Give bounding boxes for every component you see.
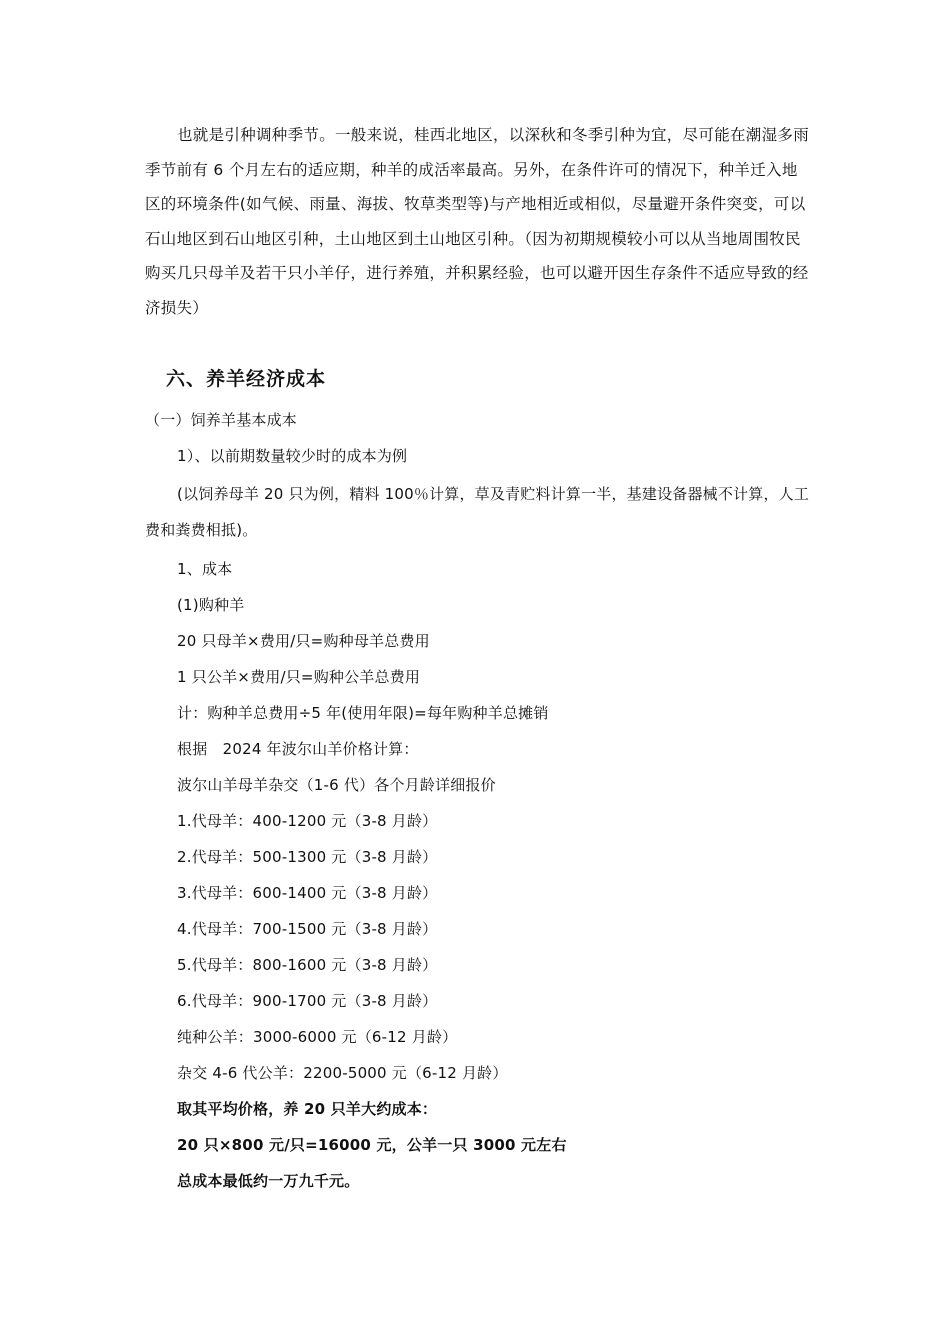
- assumption-note-text: (以饲养母羊 20 只为例，精料 100％计算，草及青贮料计算一半，基建设备器械不计算，人工费和粪费相抵)。: [145, 485, 810, 539]
- summary-line: 取其平均价格，养 20 只羊大约成本：: [177, 1100, 438, 1118]
- intro-paragraph-text: 也就是引种调种季节。一般来说，桂西北地区，以深秋和冬季引种为宜，尽可能在潮湿多雨季节前有 6 个月左右的适应期，种羊的成活率最高。另外，在条件许可的情况下，种羊迁入地区的环境条件(如气候、雨量、海拔、牧草类型等)与产地相近或相似，尽量避开条件突变，可以石山地区到石山地区引种，土山地区到土山地区引种。（因为初期规模较小可以从当地周围牧民购买几只母羊及若干只小羊仔，进行养殖，并积累经验，也可以避开因生存条件不适应导致的经济损失）: [145, 126, 810, 317]
- purchase-label: (1)购种羊: [177, 596, 245, 614]
- subsection-title: （一）饲养羊基本成本: [145, 411, 298, 429]
- price-item: 6.代母羊：900-1700 元（3-8 月龄）: [177, 992, 438, 1010]
- price-item: 杂交 4-6 代公羊：2200-5000 元（6-12 月龄）: [177, 1064, 508, 1082]
- section-heading: 六、养羊经济成本: [166, 368, 327, 390]
- example-title: 1）、以前期数量较少时的成本为例: [177, 447, 408, 465]
- assumption-note: [145, 476, 810, 548]
- summary-line: 总成本最低约一万九千元。: [177, 1172, 360, 1190]
- price-item: 纯种公羊：3000-6000 元（6-12 月龄）: [177, 1028, 458, 1046]
- price-item: 1.代母羊：400-1200 元（3-8 月龄）: [177, 812, 438, 830]
- intro-paragraph: [145, 118, 810, 325]
- price-list-title: 波尔山羊母羊杂交（1-6 代）各个月龄详细报价: [177, 776, 496, 794]
- price-item: 3.代母羊：600-1400 元（3-8 月龄）: [177, 884, 438, 902]
- formula-ewes: 20 只母羊×费用/只=购种母羊总费用: [177, 632, 430, 650]
- price-item: 4.代母羊：700-1500 元（3-8 月龄）: [177, 920, 438, 938]
- formula-amortize: 计：购种羊总费用÷5 年(使用年限)=每年购种羊总摊销: [177, 704, 549, 722]
- price-basis: 根据 2024 年波尔山羊价格计算：: [177, 740, 419, 758]
- formula-ram: 1 只公羊×费用/只=购种公羊总费用: [177, 668, 421, 686]
- summary-line: 20 只×800 元/只=16000 元，公羊一只 3000 元左右: [177, 1136, 567, 1154]
- cost-label: 1、成本: [177, 560, 233, 578]
- price-item: 5.代母羊：800-1600 元（3-8 月龄）: [177, 956, 438, 974]
- price-item: 2.代母羊：500-1300 元（3-8 月龄）: [177, 848, 438, 866]
